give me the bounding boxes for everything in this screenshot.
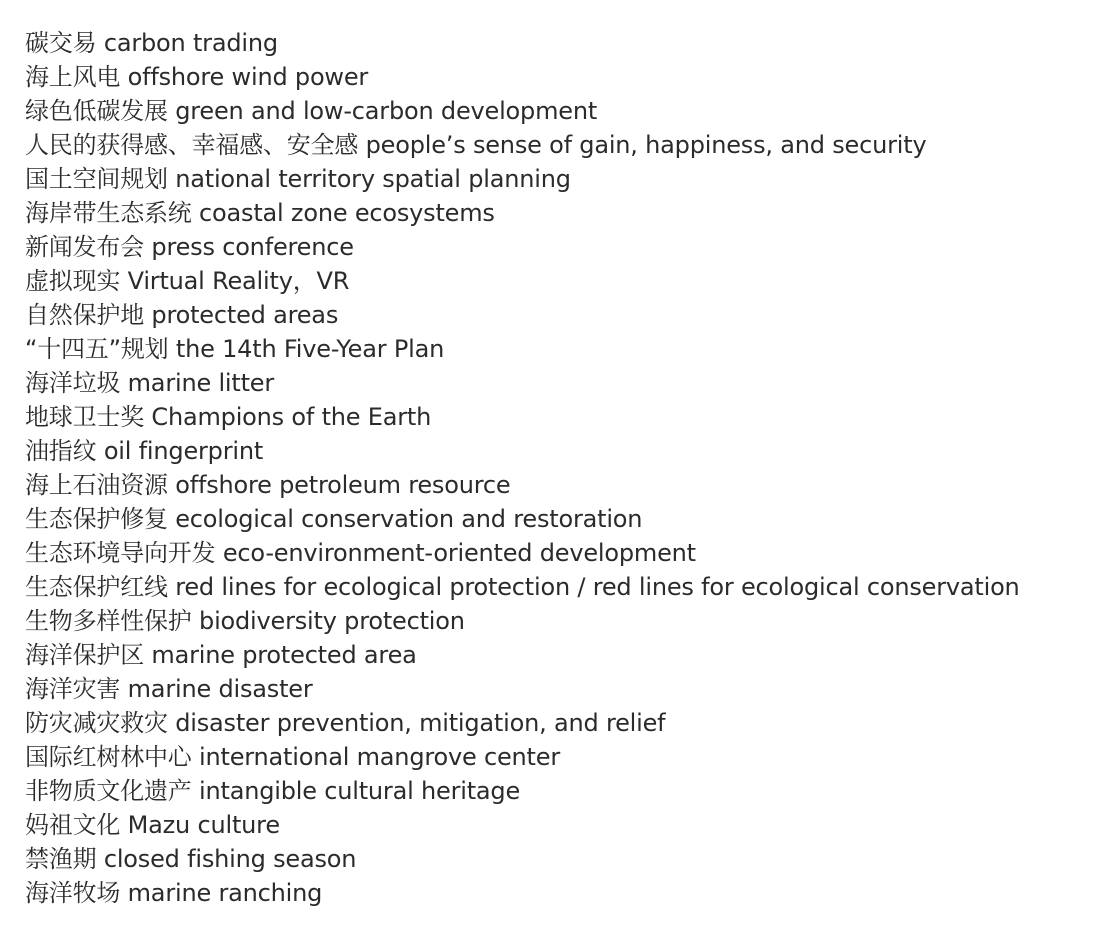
term-line: 海洋垃圾 marine litter [25,369,275,397]
term-line: 海洋保护区 marine protected area [25,641,417,669]
term-line: “十四五”规划 the 14th Five-Year Plan [25,335,445,363]
term-line: 虚拟现实 Virtual Reality，VR [25,267,350,295]
term-line: 生态环境导向开发 eco-environment-oriented development [25,539,696,567]
term-line: 绿色低碳发展 green and low-carbon development [25,97,598,125]
term-line: 生物多样性保护 biodiversity protection [25,607,465,635]
term-line: 自然保护地 protected areas [25,301,339,329]
term-line: 地球卫士奖 Champions of the Earth [25,403,432,431]
term-line: 海洋灾害 marine disaster [25,675,313,703]
glossary-list [25,26,1092,910]
term-line: 海上风电 offshore wind power [25,63,369,91]
term-line: 新闻发布会 press conference [25,233,354,261]
term-line: 非物质文化遗产 intangible cultural heritage [25,777,521,805]
term-line: 妈祖文化 Mazu culture [25,811,280,839]
term-line: 人民的获得感、幸福感、安全感 people’s sense of gain, happiness, and security [25,131,927,159]
term-line: 海洋牧场 marine ranching [25,879,323,907]
term-line: 国际红树林中心 international mangrove center [25,743,560,771]
term-line: 海上石油资源 offshore petroleum resource [25,471,511,499]
term-line: 国土空间规划 national territory spatial planning [25,165,571,193]
term-line: 生态保护红线 red lines for ecological protection / red lines for ecological conservation [25,573,1020,601]
term-line: 海岸带生态系统 coastal zone ecosystems [25,199,495,227]
term-line: 碳交易 carbon trading [25,29,278,57]
term-line: 生态保护修复 ecological conservation and restoration [25,505,643,533]
term-line: 油指纹 oil fingerprint [25,437,264,465]
term-line: 禁渔期 closed fishing season [25,845,357,873]
term-line: 防灾减灾救灾 disaster prevention, mitigation, and relief [25,709,666,737]
